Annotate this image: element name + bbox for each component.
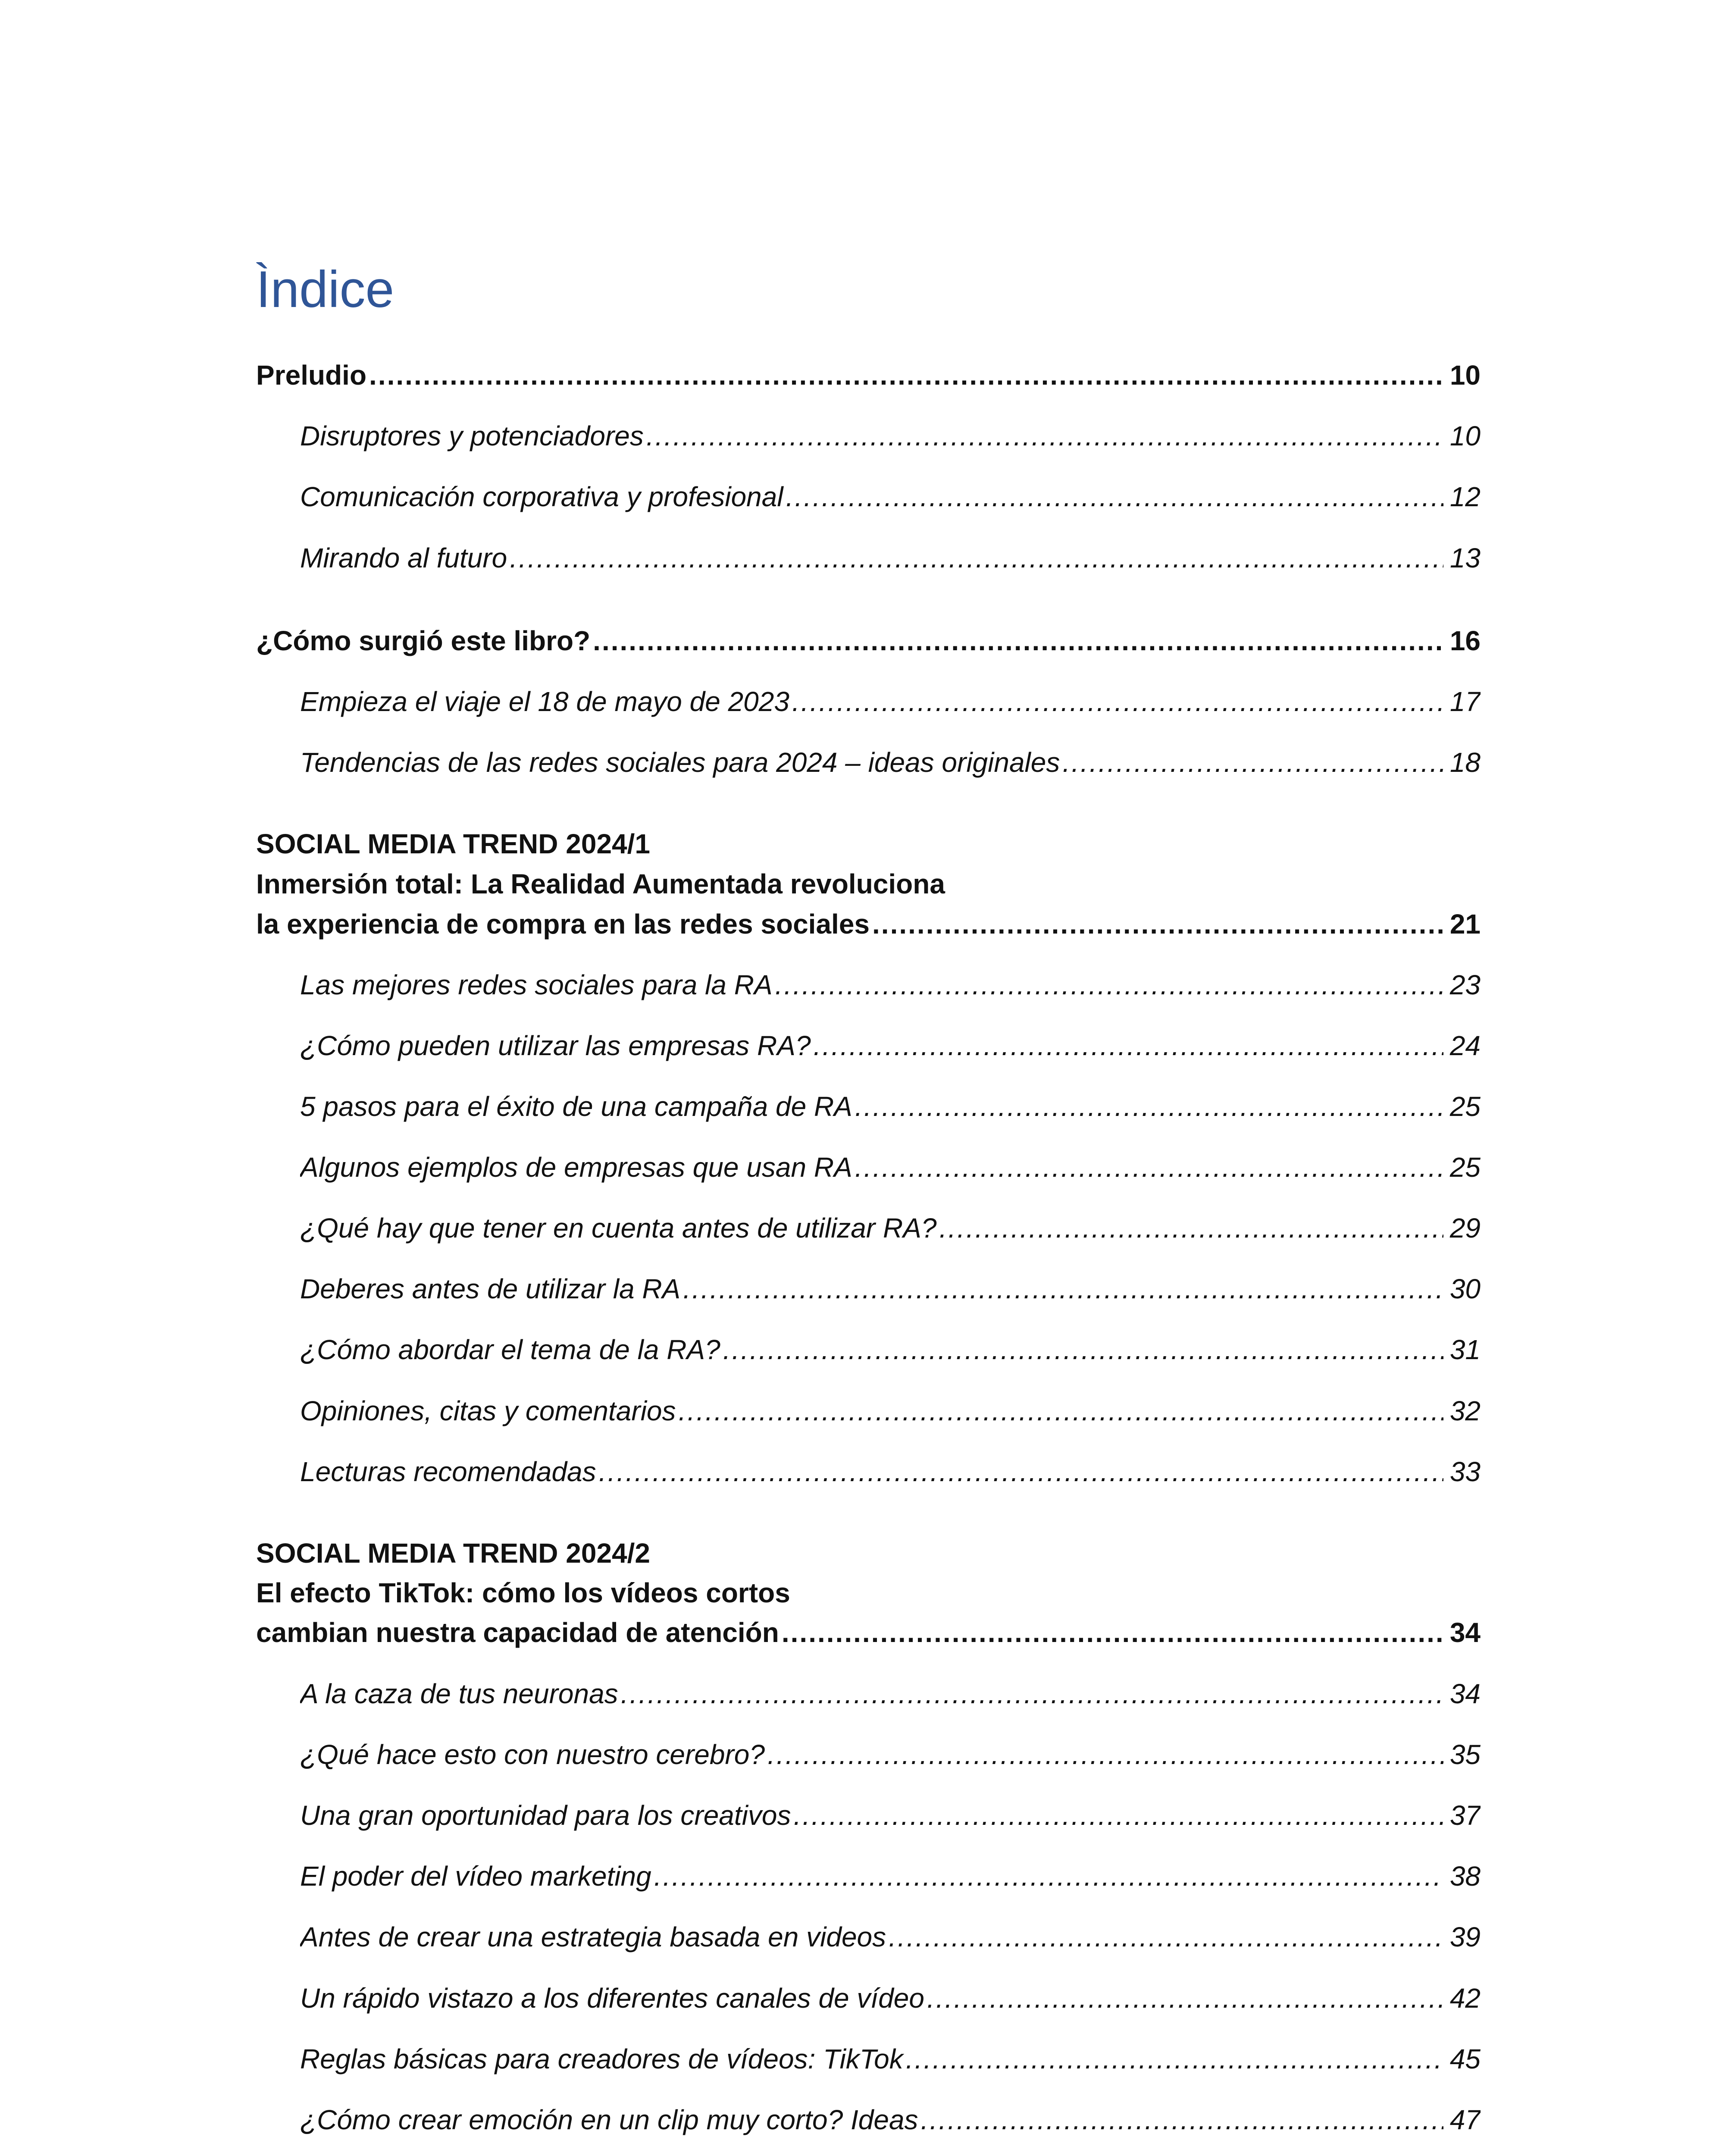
toc-entry-page: 45 xyxy=(1449,2043,1481,2075)
toc-entry-text: ¿Cómo crear emoción en un clip muy corto? Ideas xyxy=(300,2104,918,2135)
toc-entry-page: 38 xyxy=(1449,1861,1481,1892)
toc-entry[interactable] xyxy=(256,865,1481,903)
toc-entry-page: 33 xyxy=(1449,1456,1481,1487)
toc-entry-page: 30 xyxy=(1449,1273,1481,1304)
toc-entry[interactable] xyxy=(300,682,1481,721)
toc-entry[interactable] xyxy=(300,1209,1481,1247)
toc-entry-page: 21 xyxy=(1449,909,1481,940)
toc-entry-page: 34 xyxy=(1449,1617,1481,1648)
toc-entry[interactable] xyxy=(300,1391,1481,1430)
toc-entry-text: ¿Qué hay que tener en cuenta antes de utilizar RA? xyxy=(300,1213,937,1244)
toc-entry-page: 10 xyxy=(1449,420,1481,451)
toc-dot-leader xyxy=(855,1148,1443,1187)
toc-dot-leader xyxy=(927,1979,1443,2018)
toc-entry-text: 5 pasos para el éxito de una campaña de RA xyxy=(300,1091,852,1122)
toc-entry[interactable] xyxy=(300,417,1481,455)
toc-entry[interactable] xyxy=(300,1674,1481,1713)
toc-entry-page: 16 xyxy=(1449,625,1481,656)
toc-dot-leader xyxy=(1062,743,1443,782)
toc-entry[interactable] xyxy=(300,1857,1481,1896)
toc-entry[interactable] xyxy=(300,1330,1481,1369)
toc-dot-leader xyxy=(786,477,1443,516)
toc-entry[interactable] xyxy=(300,1452,1481,1491)
toc-entry[interactable] xyxy=(300,1796,1481,1835)
toc-entry[interactable] xyxy=(300,539,1481,577)
toc-dot-leader xyxy=(510,539,1443,577)
toc-entry-page: 29 xyxy=(1449,1213,1481,1244)
toc-entry-text: SOCIAL MEDIA TREND 2024/1 xyxy=(256,828,650,859)
toc-entry-page: 39 xyxy=(1449,1921,1481,1952)
toc-entry-text: Antes de crear una estrategia basada en videos xyxy=(300,1921,886,1952)
toc-entry[interactable] xyxy=(300,743,1481,782)
toc-entry-page: 42 xyxy=(1449,1983,1481,2014)
toc-dot-leader xyxy=(621,1674,1443,1713)
toc-entry[interactable] xyxy=(256,356,1481,395)
toc-entry[interactable] xyxy=(300,965,1481,1004)
toc-dot-leader xyxy=(921,2100,1443,2139)
toc-dot-leader xyxy=(889,1918,1443,1956)
toc-entry-text: A la caza de tus neuronas xyxy=(300,1678,618,1709)
toc-dot-leader xyxy=(599,1452,1443,1491)
toc-entry-page: 10 xyxy=(1449,360,1481,391)
toc-entry-text: Preludio xyxy=(256,360,367,391)
toc-entry-text: ¿Cómo abordar el tema de la RA? xyxy=(300,1334,720,1365)
toc-entry-text: El poder del vídeo marketing xyxy=(300,1861,651,1892)
toc-entry[interactable] xyxy=(300,1269,1481,1308)
toc-entry-text: Opiniones, citas y comentarios xyxy=(300,1395,676,1426)
toc-entry[interactable] xyxy=(256,1573,1481,1612)
toc-entry-text: cambian nuestra capacidad de atención xyxy=(256,1617,779,1648)
toc-dot-leader xyxy=(723,1330,1443,1369)
toc-entry-text: Disruptores y potenciadores xyxy=(300,420,644,451)
toc-entry-page: 35 xyxy=(1449,1739,1481,1770)
toc-entry-text: ¿Cómo surgió este libro? xyxy=(256,625,591,656)
toc-entry-page: 12 xyxy=(1449,481,1481,512)
toc-entry-text: Inmersión total: La Realidad Aumentada revoluciona xyxy=(256,868,945,899)
toc-dot-leader xyxy=(654,1857,1443,1896)
toc-entry-text: Algunos ejemplos de empresas que usan RA xyxy=(300,1152,852,1183)
toc-entry-text: SOCIAL MEDIA TREND 2024/2 xyxy=(256,1538,650,1569)
toc-entry-page: 32 xyxy=(1449,1395,1481,1426)
toc-entry[interactable] xyxy=(300,1026,1481,1065)
toc-dot-leader xyxy=(872,905,1443,943)
toc-entry-text: Empieza el viaje el 18 de mayo de 2023 xyxy=(300,686,789,717)
toc-entry-text: Tendencias de las redes sociales para 2024 – ideas originales xyxy=(300,747,1060,778)
toc-entry-text: Una gran oportunidad para los creativos xyxy=(300,1800,791,1831)
toc-entry[interactable] xyxy=(300,1735,1481,1774)
toc-dot-leader xyxy=(814,1026,1443,1065)
toc-entry[interactable] xyxy=(256,824,1481,863)
toc-dot-leader xyxy=(906,2040,1443,2078)
toc-entry[interactable] xyxy=(256,1613,1481,1652)
toc-entry[interactable] xyxy=(300,1087,1481,1126)
toc-entry[interactable] xyxy=(256,905,1481,943)
toc-dot-leader xyxy=(683,1269,1443,1308)
toc-entry-page: 25 xyxy=(1449,1152,1481,1183)
toc-dot-leader xyxy=(855,1087,1443,1126)
toc-entry[interactable] xyxy=(300,2100,1481,2139)
toc-entry-page: 24 xyxy=(1449,1030,1481,1061)
toc-entry-page: 25 xyxy=(1449,1091,1481,1122)
toc-entry[interactable] xyxy=(300,1918,1481,1956)
toc-entry-page: 17 xyxy=(1449,686,1481,717)
toc-entry-text: Comunicación corporativa y profesional xyxy=(300,481,783,512)
toc-entry[interactable] xyxy=(256,1534,1481,1573)
toc-entry-page: 37 xyxy=(1449,1800,1481,1831)
toc-entry-text: la experiencia de compra en las redes sociales xyxy=(256,909,870,940)
toc-entry[interactable] xyxy=(256,621,1481,660)
toc-entry-text: Mirando al futuro xyxy=(300,542,507,573)
toc-entry-text: ¿Cómo pueden utilizar las empresas RA? xyxy=(300,1030,811,1061)
toc-dot-leader xyxy=(767,1735,1443,1774)
toc-dot-leader xyxy=(793,1796,1443,1835)
toc-entry-text: Las mejores redes sociales para la RA xyxy=(300,969,773,1000)
page-title: Ìndice xyxy=(256,260,394,318)
toc-entry-text: Reglas básicas para creadores de vídeos: TikTok xyxy=(300,2043,903,2075)
toc-entry-text: Deberes antes de utilizar la RA xyxy=(300,1273,681,1304)
toc-entry[interactable] xyxy=(300,477,1481,516)
toc-dot-leader xyxy=(646,417,1443,455)
toc-entry[interactable] xyxy=(300,1979,1481,2018)
toc-entry-page: 13 xyxy=(1449,542,1481,573)
toc-entry-page: 31 xyxy=(1449,1334,1481,1365)
toc-dot-leader xyxy=(782,1613,1443,1652)
toc-entry-page: 18 xyxy=(1449,747,1481,778)
toc-dot-leader xyxy=(792,682,1443,721)
toc-entry[interactable] xyxy=(300,1148,1481,1187)
toc-entry-text: Un rápido vistazo a los diferentes canales de vídeo xyxy=(300,1983,924,2014)
toc-dot-leader xyxy=(939,1209,1443,1247)
toc-entry-page: 47 xyxy=(1449,2104,1481,2135)
toc-entry[interactable] xyxy=(300,2040,1481,2078)
toc-entry-page: 23 xyxy=(1449,969,1481,1000)
toc-dot-leader xyxy=(369,356,1443,395)
toc-dot-leader xyxy=(775,965,1443,1004)
toc-entry-page: 34 xyxy=(1449,1678,1481,1709)
toc-dot-leader xyxy=(679,1391,1444,1430)
toc-entry-text: ¿Qué hace esto con nuestro cerebro? xyxy=(300,1739,765,1770)
toc-entry-text: Lecturas recomendadas xyxy=(300,1456,596,1487)
toc-dot-leader xyxy=(593,621,1443,660)
toc-entry-text: El efecto TikTok: cómo los vídeos cortos xyxy=(256,1577,790,1608)
